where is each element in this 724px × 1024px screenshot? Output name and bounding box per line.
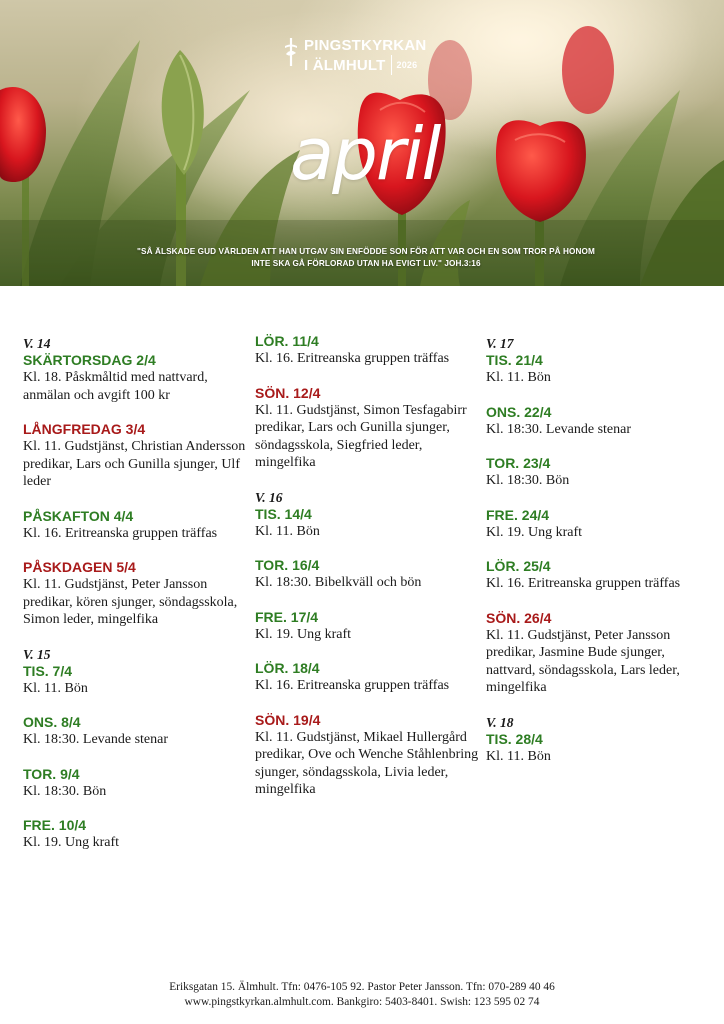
event-day: SÖN. 19/4	[255, 711, 321, 728]
event-description: Kl. 19. Ung kraft	[255, 626, 352, 642]
event-day: FRE. 17/4	[255, 608, 319, 625]
quote-line-1: "SÅ ÄLSKADE GUD VÄRLDEN ATT HAN UTGAV SIN ENFÖDDE SON FÖR ATT VAR OCH EN SOM TROR PÅ HONOM	[137, 247, 595, 256]
event-description: Kl. 18:30. Bibelkväll och bön	[255, 575, 422, 590]
event-description: Kl. 18:30. Bön	[23, 783, 107, 799]
event-description: Kl. 16. Eritreanska gruppen träffas	[255, 351, 450, 366]
dove-cross-icon	[284, 36, 298, 68]
event-item	[486, 404, 711, 439]
event-description: Kl. 18:30. Levande stenar	[486, 421, 632, 437]
schedule-column-3	[486, 333, 711, 782]
event-item	[23, 352, 248, 404]
event-item	[23, 508, 248, 543]
event-item	[255, 506, 480, 541]
event-day: FRE. 10/4	[23, 817, 87, 833]
logo-name: PINGSTKYRKAN	[304, 37, 427, 54]
event-description: Kl. 16. Eritreanska gruppen träffas	[23, 525, 218, 541]
event-day: TIS. 21/4	[486, 352, 543, 368]
week-label: V. 17	[486, 336, 514, 351]
event-item	[23, 714, 248, 749]
event-description: Kl. 19. Ung kraft	[23, 835, 120, 850]
quote-line-2: INTE SKA GÅ FÖRLORAD UTAN HA EVIGT LIV." JOH.3:16	[251, 259, 481, 268]
week-label: V. 16	[255, 489, 283, 505]
event-day: LÖR. 18/4	[255, 660, 320, 676]
event-day: TIS. 14/4	[255, 505, 312, 522]
event-day: SÖN. 26/4	[486, 609, 552, 626]
event-item	[486, 731, 711, 766]
event-day: ONS. 22/4	[486, 403, 552, 420]
event-item	[23, 421, 248, 491]
event-item	[486, 352, 711, 387]
event-description: Kl. 11. Gudstjänst, Peter Jansson predikar, kören sjunger, söndagsskola, Simon leder, mingelfika	[23, 577, 238, 627]
footer-web-payment: www.pingstkyrkan.almhult.com. Bankgiro: 5403-8401. Swish: 123 595 02 74	[184, 996, 540, 1008]
event-day: LÅNGFREDAG 3/4	[23, 421, 146, 437]
event-description: Kl. 11. Bön	[486, 370, 551, 385]
event-day: TIS. 28/4	[486, 730, 543, 747]
event-item	[486, 455, 711, 490]
bible-quote	[96, 246, 636, 270]
event-day: PÅSKDAGEN 5/4	[23, 559, 136, 575]
event-item	[255, 333, 480, 368]
footer-contact	[0, 980, 724, 1010]
event-day: TOR. 23/4	[486, 455, 551, 471]
event-item	[255, 385, 480, 472]
event-item	[255, 660, 480, 695]
hero-banner	[0, 0, 724, 286]
event-day: LÖR. 11/4	[255, 333, 319, 349]
event-item	[23, 663, 248, 698]
event-description: Kl. 18. Påskmåltid med nattvard, anmälan och avgift 100 kr	[23, 370, 208, 403]
church-logo	[284, 36, 426, 75]
event-item	[23, 766, 248, 801]
event-description: Kl. 11. Gudstjänst, Mikael Hullergård predikar, Ove och Wenche Ståhlenbring sjunger, söndagsskola, Livia leder, mingelfika	[255, 729, 479, 797]
event-item	[255, 609, 480, 644]
event-item	[486, 558, 711, 593]
event-day: PÅSKAFTON 4/4	[23, 507, 134, 524]
event-description: Kl. 11. Gudstjänst, Peter Jansson predikar, Jasmine Bude sjunger, nattvard, söndagsskola, Lars leder, mingelfika	[486, 627, 680, 695]
event-item	[255, 712, 480, 799]
event-day: TOR. 16/4	[255, 557, 320, 573]
event-day: TIS. 7/4	[23, 662, 73, 679]
event-day: LÖR. 25/4	[486, 558, 551, 574]
schedule-column-2	[255, 333, 480, 816]
event-description: Kl. 19. Ung kraft	[486, 524, 583, 540]
event-day: SKÄRTORSDAG 2/4	[23, 352, 156, 368]
event-description: Kl. 11. Gudstjänst, Simon Tesfagabirr predikar, Lars och Gunilla sjunger, söndagsskola, Siegfried leder, mingelfika	[255, 402, 467, 470]
month-title: april	[290, 112, 440, 196]
event-description: Kl. 11. Bön	[23, 680, 88, 696]
footer-address: Eriksgatan 15. Älmhult. Tfn: 0476-105 92. Pastor Peter Jansson. Tfn: 070-289 40 46	[169, 981, 555, 993]
week-label: V. 14	[23, 336, 51, 351]
event-description: Kl. 18:30. Bön	[486, 473, 570, 488]
event-description: Kl. 16. Eritreanska gruppen träffas	[255, 678, 450, 693]
event-description: Kl. 16. Eritreanska gruppen träffas	[486, 576, 681, 591]
event-item	[486, 507, 711, 542]
event-description: Kl. 11. Bön	[255, 523, 320, 539]
event-item	[255, 557, 480, 592]
event-day: FRE. 24/4	[486, 506, 550, 523]
week-label: V. 15	[23, 646, 51, 662]
event-description: Kl. 11. Bön	[486, 748, 551, 764]
schedule-column-1	[23, 333, 248, 869]
week-label: V. 18	[486, 714, 514, 730]
event-day: TOR. 9/4	[23, 765, 80, 782]
event-item	[23, 559, 248, 629]
logo-year: 2026	[396, 59, 418, 70]
logo-town: I ÄLMHULT	[304, 56, 386, 74]
event-day: ONS. 8/4	[23, 714, 81, 730]
event-item	[23, 817, 248, 852]
logo-divider	[391, 55, 392, 75]
event-description: Kl. 11. Gudstjänst, Christian Andersson predikar, Lars och Gunilla sjunger, Ulf leder	[23, 439, 246, 489]
event-description: Kl. 18:30. Levande stenar	[23, 732, 169, 747]
event-item	[486, 610, 711, 697]
event-day: SÖN. 12/4	[255, 384, 321, 401]
